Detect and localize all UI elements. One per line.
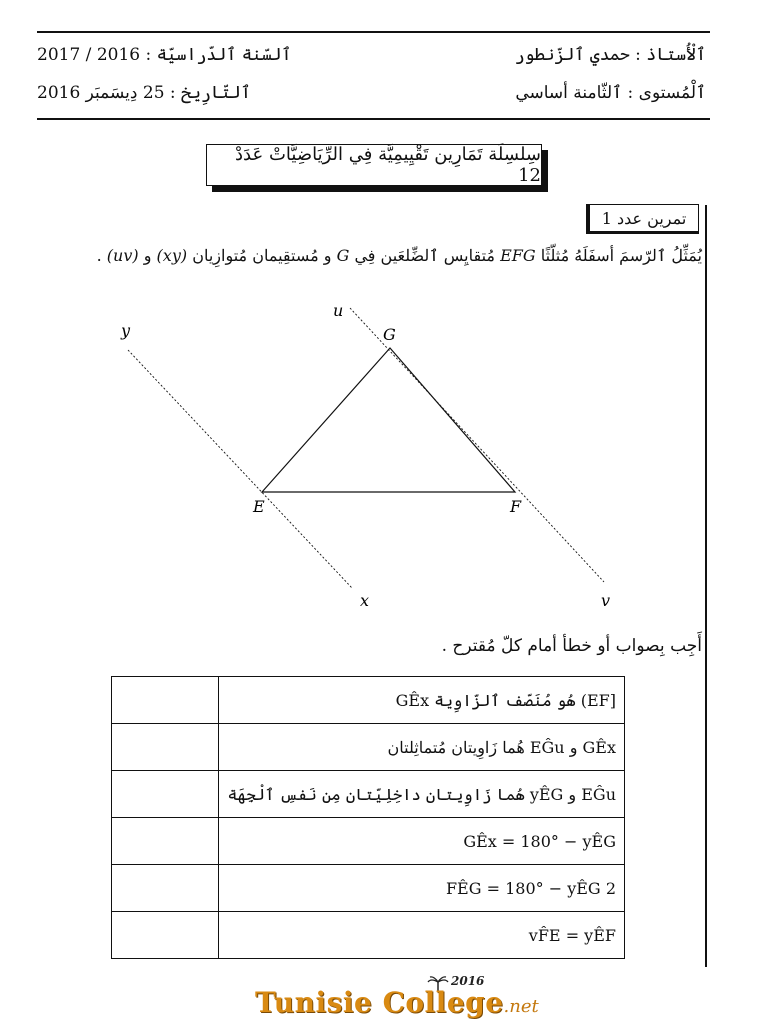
table-row [112,724,625,771]
statement-part-3: و مُستقِيمان مُتوازِيان [192,246,332,265]
proposition-cell: [EF) هُو مُنَصّف ٱلزّاوِية GÊx [219,677,625,724]
line-uv: (uv) [106,246,139,265]
instruction: أَجِب بِصواب أو خطأ أمام كلّ مُقترح . [441,636,702,656]
answer-cell[interactable] [112,677,219,724]
table-row [112,677,625,724]
table-row [112,865,625,912]
exercise-label [586,204,699,234]
answer-cell[interactable] [112,818,219,865]
table-row [112,771,625,818]
proposition-cell: GÊx و EĜu هُما زَاوِيتان مُتماثِلتان [219,724,625,771]
answer-cell[interactable] [112,912,219,959]
exercise-label-text: تمرين عدد 1 [601,208,687,228]
line-uv-dashed [350,308,604,582]
statement-part-2: مُتقايِس ٱلضِّلعَين فِي [354,246,495,265]
triangle-efg [262,348,515,492]
logo-main-text: Tunisie College [255,986,504,1019]
logo-year: 2016 [451,974,485,988]
proposition-cell: vF̂E = yÊF [219,912,625,959]
school-year: ٱلسّنة ٱلدّراسيّة : 2016 / 2017 [37,45,292,65]
geometry-figure [0,290,768,620]
header-bottom-rule [37,118,710,120]
statement-dot: . [96,246,102,265]
series-title [206,144,542,186]
label-u: u [333,301,344,320]
statement-and: و [143,246,152,265]
label-v: v [601,591,611,610]
answer-cell[interactable] [112,724,219,771]
triangle-name: EFG [500,246,536,265]
class-level: ٱلْمُستوى : ٱلثّامنة أساسي [515,83,706,103]
logo-suffix: .net [503,996,539,1017]
label-x: x [360,591,370,610]
label-y: y [121,321,131,340]
proposition-cell: EĜu و yÊG هُما زَاوِيتان داخِلِيّتان مِن نَفسِ ٱلْجِهَة [219,771,625,818]
label-g: G [383,325,396,344]
header-top-rule [37,31,710,33]
table-row [112,912,625,959]
teacher-name: ٱلْأُستاذ : حمدي ٱلزّنطور [514,45,706,65]
statement-part-1: يُمَثِّلُ ٱلرّسمَ أسفَلَهُ مُثلّثًا [540,246,702,265]
series-title-text: سِلسِلَة تَمَارِين تَقْيِيمِيَّة فِي الرِّيَاضِيَّاتْ عَدَدْ 12 [235,144,541,186]
label-e: E [253,497,265,516]
table-row [112,818,625,865]
line-xy-dashed [128,350,352,588]
vertex-g: G [336,246,350,265]
answer-cell[interactable] [112,771,219,818]
exercise-statement [97,246,702,265]
date: ٱلتّارِيخ : 25 دِيسَمبَر 2016 [37,83,251,103]
site-logo [255,974,539,1024]
line-xy: (xy) [156,246,188,265]
label-f: F [510,497,522,516]
proposition-cell: GÊx = 180° − yÊG [219,818,625,865]
answers-table [111,676,625,959]
answer-cell[interactable] [112,865,219,912]
proposition-cell: 2 FÊG = 180° − yÊG [219,865,625,912]
